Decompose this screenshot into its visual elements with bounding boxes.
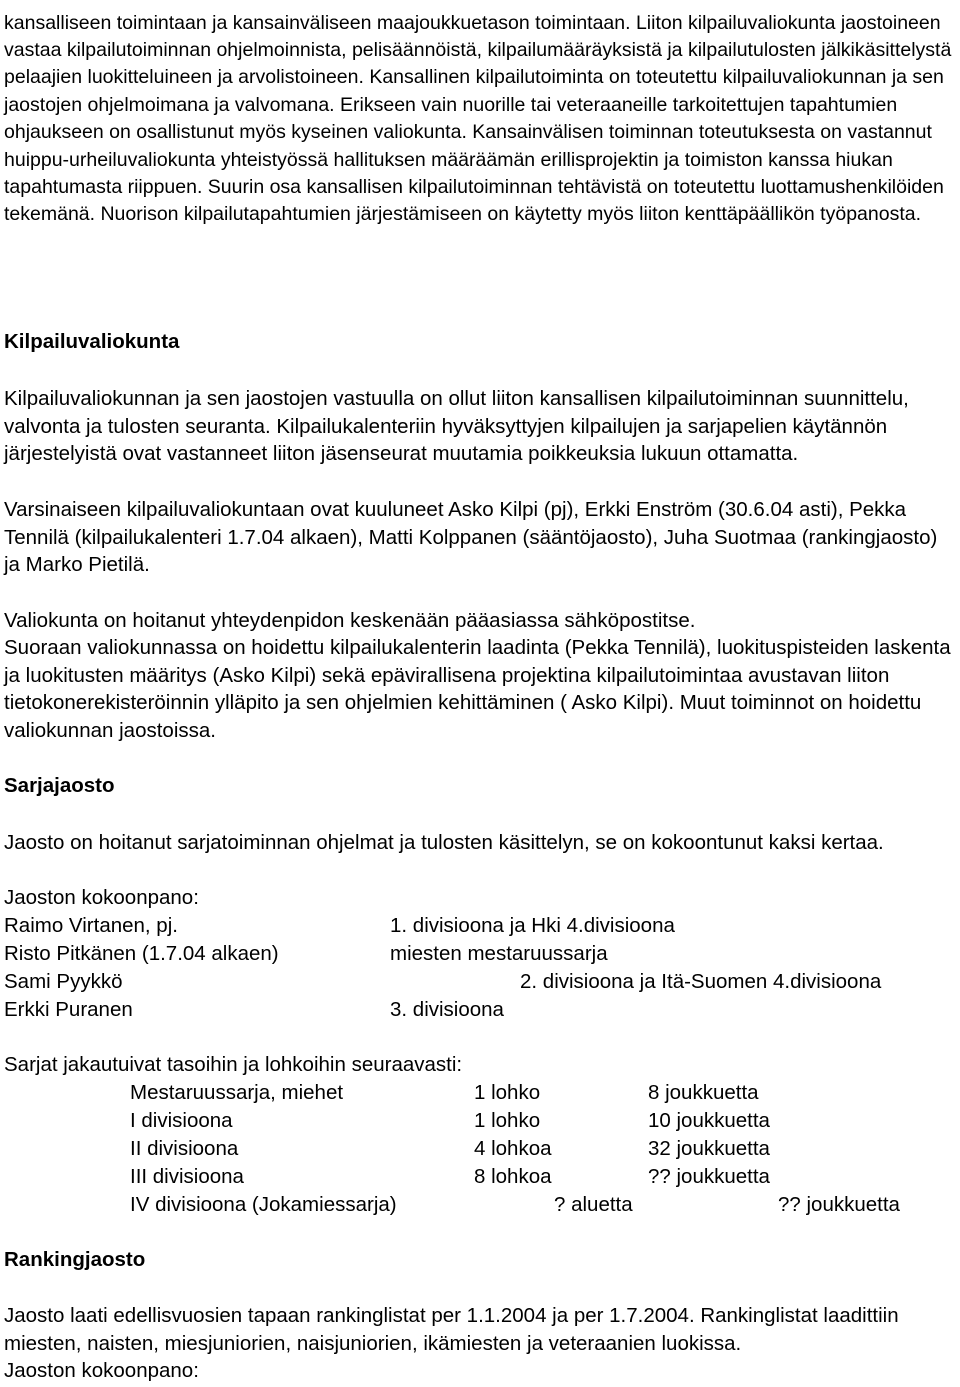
member-name: Erkki Puranen <box>4 998 133 1021</box>
section-heading-kilpailuvaliokunta: Kilpailuvaliokunta <box>4 330 180 353</box>
level-teams: 8 joukkuetta <box>648 1081 759 1104</box>
kilpailuvaliokunta-paragraph-1: Kilpailuvaliokunnan ja sen jaostojen vastuulla on ollut liiton kansallisen kilpailutoiminnan suunnittelu, valvonta ja tulosten seuranta. Kilpailukalenteriin hyväksyttyjen kilpailujen ja sarjapelien käytännön järjestelyistä ovat vastanneet liiton jäsenseurat muutamia poikkeuksia lukuun ottamatta. <box>4 387 909 466</box>
level-teams: 10 joukkuetta <box>648 1109 770 1132</box>
level-groups: 1 lohko <box>474 1109 541 1132</box>
member-name: Risto Pitkänen (1.7.04 alkaen) <box>4 942 279 965</box>
level-name: IV divisioona (Jokamiessarja) <box>130 1193 397 1216</box>
sarjajaosto-kokoonpano-label: Jaoston kokoonpano: <box>4 886 199 909</box>
level-name: III divisioona <box>130 1165 244 1188</box>
rankingjaosto-kokoonpano-label: Jaoston kokoonpano: <box>4 1359 199 1382</box>
level-teams: ?? joukkuetta <box>648 1165 770 1188</box>
level-name: II divisioona <box>130 1137 239 1160</box>
member-role: 3. divisioona <box>390 998 504 1021</box>
level-groups: 8 lohkoa <box>474 1165 552 1188</box>
level-groups: 1 lohko <box>474 1081 541 1104</box>
member-role: 2. divisioona ja Itä-Suomen 4.divisioona <box>520 970 882 993</box>
level-teams: ?? joukkuetta <box>778 1193 900 1216</box>
kilpailuvaliokunta-paragraph-4: Suoraan valiokunnassa on hoidettu kilpailukalenterin laadinta (Pekka Tennilä), luokituspisteiden laskenta ja luokitusten määritys (Asko Kilpi) sekä epävirallisena projektina kilpailutoimintaa avustavan liiton tietokonerekisteröinnin ylläpito ja sen ohjelmien kehittäminen ( Asko Kilpi). Muut toiminnot on hoidettu valiokunnan jaostoissa. <box>4 636 951 742</box>
level-name: Mestaruussarja, miehet <box>130 1081 344 1104</box>
intro-paragraph: kansalliseen toimintaan ja kansainväliseen maajoukkuetason toimintaan. Liiton kilpailuvaliokunta jaostoineen vastaa kilpailutoiminnan ohjelmoinnista, pelisäännöistä, kilpailumääräyksistä ja kilpailutulosten jälkikäsittelystä pelaajien luokitteluineen ja arvolistoineen. Kansallinen kilpailutoiminta on toteutettu kilpailuvaliokunnan ja sen jaostojen ohjelmoimana ja valvomana. Erikseen vain nuorille tai veteraaneille tarkoitettujen tapahtumien ohjaukseen on osallistunut myös kyseinen valiokunta. Kansainvälisen toiminnan toteutuksesta on vastannut huippu-urheiluvaliokunta yhteistyössä hallituksen määräämän erillisprojektin ja toimiston kanssa hiukan tapahtumasta riippuen. Suurin osa kansallisen kilpailutoiminnan tehtävistä on toteutettu luottamushenkilöiden tekemänä. Nuorison kilpailutapahtumien järjestämiseen on käytetty myös liiton kenttäpäällikön työpanosta. <box>4 11 952 226</box>
kilpailuvaliokunta-paragraph-2: Varsinaiseen kilpailuvaliokuntaan ovat kuuluneet Asko Kilpi (pj), Erkki Enström (30.6.04 asti), Pekka Tennilä (kilpailukalenteri 1.7.04 alkaen), Matti Kolppanen (sääntöjaosto), Juha Suotmaa (rankingjaosto) ja Marko Pietilä. <box>4 498 938 577</box>
member-role: miesten mestaruussarja <box>390 942 608 965</box>
level-teams: 32 joukkuetta <box>648 1137 770 1160</box>
sarjajaosto-levels-intro: Sarjat jakautuivat tasoihin ja lohkoihin seuraavasti: <box>4 1053 463 1076</box>
level-groups: 4 lohkoa <box>474 1137 552 1160</box>
member-name: Raimo Virtanen, pj. <box>4 914 178 937</box>
section-heading-rankingjaosto: Rankingjaosto <box>4 1248 146 1271</box>
section-heading-sarjajaosto: Sarjajaosto <box>4 774 115 797</box>
level-name: I divisioona <box>130 1109 233 1132</box>
member-name: Sami Pyykkö <box>4 970 123 993</box>
rankingjaosto-paragraph-1: Jaosto laati edellisvuosien tapaan rankinglistat per 1.1.2004 ja per 1.7.2004. Rankinglistat laadittiin miesten, naisten, miesjuniorien, naisjuniorien, ikämiesten ja veteraanien luokissa. <box>4 1304 899 1355</box>
member-role: 1. divisioona ja Hki 4.divisioona <box>390 914 675 937</box>
kilpailuvaliokunta-paragraph-3: Valiokunta on hoitanut yhteydenpidon keskenään pääasiassa sähköpostitse. <box>4 609 696 632</box>
level-groups: ? aluetta <box>554 1193 633 1216</box>
sarjajaosto-paragraph-1: Jaosto on hoitanut sarjatoiminnan ohjelmat ja tulosten käsittelyn, se on kokoontunut kaksi kertaa. <box>4 831 884 854</box>
